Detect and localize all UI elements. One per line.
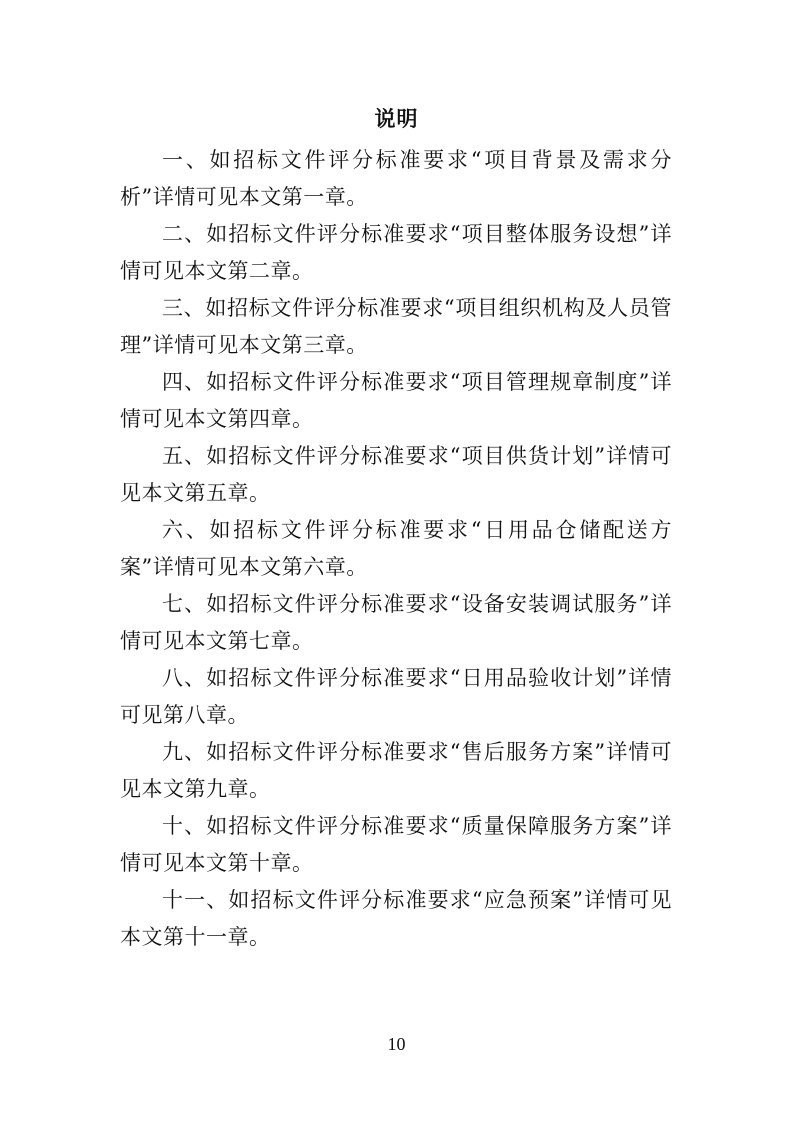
paragraph-7: 七、如招标文件评分标准要求“设备安装调试服务”详情可见本文第七章。 <box>120 592 672 653</box>
page-title: 说明 <box>374 106 419 131</box>
paragraph-2: 二、如招标文件评分标准要求“项目整体服务设想”详情可见本文第二章。 <box>120 222 672 283</box>
paragraph-5: 五、如招标文件评分标准要求“项目供货计划”详情可见本文第五章。 <box>120 444 672 505</box>
paragraph-3: 三、如招标文件评分标准要求“项目组织机构及人员管理”详情可见本文第三章。 <box>120 296 672 357</box>
paragraph-11: 十一、如招标文件评分标准要求“应急预案”详情可见本文第十一章。 <box>120 888 672 949</box>
paragraph-8: 八、如招标文件评分标准要求“日用品验收计划”详情可见第八章。 <box>120 666 672 727</box>
paragraph-6: 六、如招标文件评分标准要求“日用品仓储配送方案”详情可见本文第六章。 <box>120 518 672 579</box>
paragraph-9: 九、如招标文件评分标准要求“售后服务方案”详情可见本文第九章。 <box>120 740 672 801</box>
paragraph-4: 四、如招标文件评分标准要求“项目管理规章制度”详情可见本文第四章。 <box>120 370 672 431</box>
page-number: 10 <box>387 1034 406 1054</box>
paragraph-10: 十、如招标文件评分标准要求“质量保障服务方案”详情可见本文第十章。 <box>120 814 672 875</box>
document-body <box>120 142 672 956</box>
paragraph-1: 一、如招标文件评分标准要求“项目背景及需求分析”详情可见本文第一章。 <box>120 148 672 209</box>
